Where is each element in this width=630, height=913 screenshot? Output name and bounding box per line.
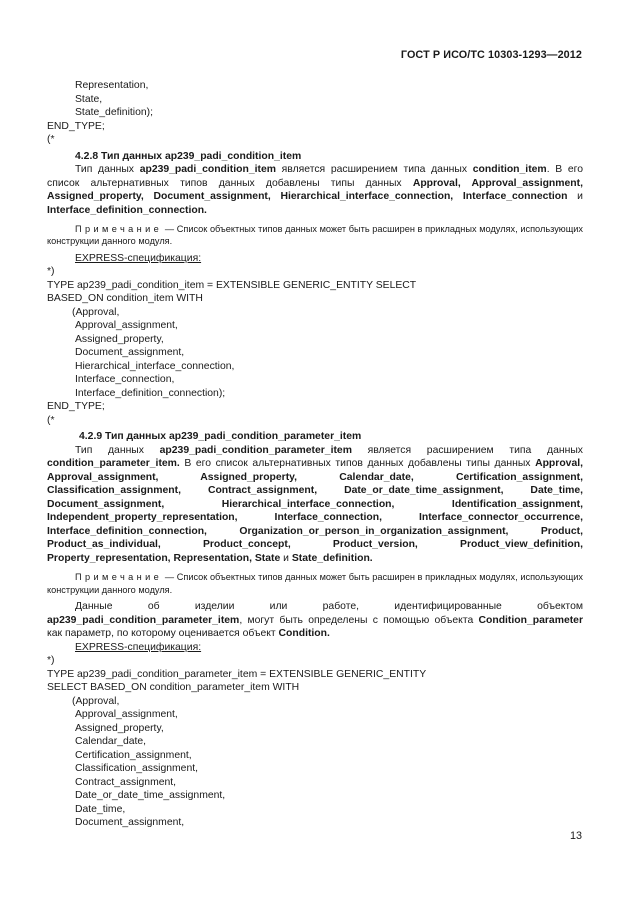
code-line: SELECT BASED_ON condition_parameter_item WITH xyxy=(47,682,300,694)
code-line: END_TYPE; xyxy=(47,401,105,413)
note xyxy=(47,571,583,596)
section-heading-4-2-9: 4.2.9 Тип данных ap239_padi_condition_parameter_item xyxy=(79,431,362,443)
express-spec-label: EXPRESS-спецификация: xyxy=(75,641,202,653)
note-label: Примечание xyxy=(75,572,163,583)
page-header: ГОСТ Р ИСО/ТС 10303-1293—2012 xyxy=(400,49,582,61)
section-heading-4-2-8: 4.2.8 Тип данных ap239_padi_condition_item xyxy=(75,150,302,162)
code-line: Approval_assignment, xyxy=(75,320,178,332)
code-line: Contract_assignment, xyxy=(75,776,177,788)
code-line: Hierarchical_interface_connection, xyxy=(75,360,235,372)
code-line: (* xyxy=(47,414,55,426)
code-line: State, xyxy=(75,93,103,105)
page-content xyxy=(47,79,583,830)
code-line: Representation, xyxy=(75,80,149,91)
code-line: (* xyxy=(47,134,55,145)
note-text: — Список объектных типов данных может быть расширен в прикладных модулях, использующих конструкции данного модуля. xyxy=(47,224,583,247)
code-line: (Approval, xyxy=(72,306,120,318)
code-line: Date_or_date_time_assignment, xyxy=(75,790,226,802)
note-text: — Список объектных типов данных может быть расширен в прикладных модулях, использующих конструкции данного модуля. xyxy=(47,572,583,595)
code-line: *) xyxy=(47,266,55,278)
code-line: TYPE ap239_padi_condition_item = EXTENSIBLE GENERIC_ENTITY SELECT xyxy=(47,279,417,291)
code-line: Date_time, xyxy=(75,803,126,815)
code-line: Approval_assignment, xyxy=(75,709,178,721)
code-line: Assigned_property, xyxy=(75,333,164,345)
note xyxy=(47,223,583,248)
code-line: Interface_definition_connection); xyxy=(75,387,226,399)
section-paragraph: Тип данных ap239_padi_condition_parameter_item является расширением типа данных condition_parameter_item. В его список альтернативных типов данных добавлены типы данных Approval, Approval_assignment, Assigned_property, Calendar_date, Certification_assignment, Classification_assignment, Contract_assignment, Date_or_date_time_assignment, Date_time, Document_assignment, Hierarchical_interface_connection, Identification_assignment, Independent_property_representation, Interface_connection, Interface_connector_occurrence, Interface_definition_connection, Organization_or_person_in_organization_assignment, Product, Product_as_individual, Product_concept, Product_version, Product_view_definition, Property_representation, Representation, State и State_definition. xyxy=(47,444,583,564)
section-paragraph: Данные об изделии или работе, идентифицированные объектом ap239_padi_condition_parameter_item, могут быть определены с помощью объекта Condition_parameter как параметр, по которому оценивается объект Condition. xyxy=(47,601,583,640)
code-line: BASED_ON condition_item WITH xyxy=(47,293,203,305)
code-line: Certification_assignment, xyxy=(75,749,192,761)
page-number: 13 xyxy=(569,830,582,842)
code-line: Document_assignment, xyxy=(75,347,185,359)
note-label: Примечание xyxy=(75,224,163,234)
code-line: State_definition); xyxy=(75,107,153,118)
code-line: TYPE ap239_padi_condition_parameter_item = EXTENSIBLE GENERIC_ENTITY xyxy=(47,668,427,680)
code-line: *) xyxy=(47,655,55,667)
code-line: Interface_connection, xyxy=(75,374,175,386)
code-line: Classification_assignment, xyxy=(75,763,199,775)
express-spec-label: EXPRESS-спецификация: xyxy=(75,252,202,264)
code-line: (Approval, xyxy=(72,695,120,707)
code-line: Assigned_property, xyxy=(75,722,164,734)
code-line: Document_assignment, xyxy=(75,817,185,829)
section-paragraph: Тип данных ap239_padi_condition_item является расширением типа данных condition_item. В его список альтернативных типов данных добавлены типы данных Approval, Approval_assignment, Assigned_property, Document_assignment, Hierarchical_interface_connection, Interface_connection и Interface_definition_connection. xyxy=(47,164,584,216)
code-line: Calendar_date, xyxy=(75,736,147,748)
code-line: END_TYPE; xyxy=(47,120,105,132)
